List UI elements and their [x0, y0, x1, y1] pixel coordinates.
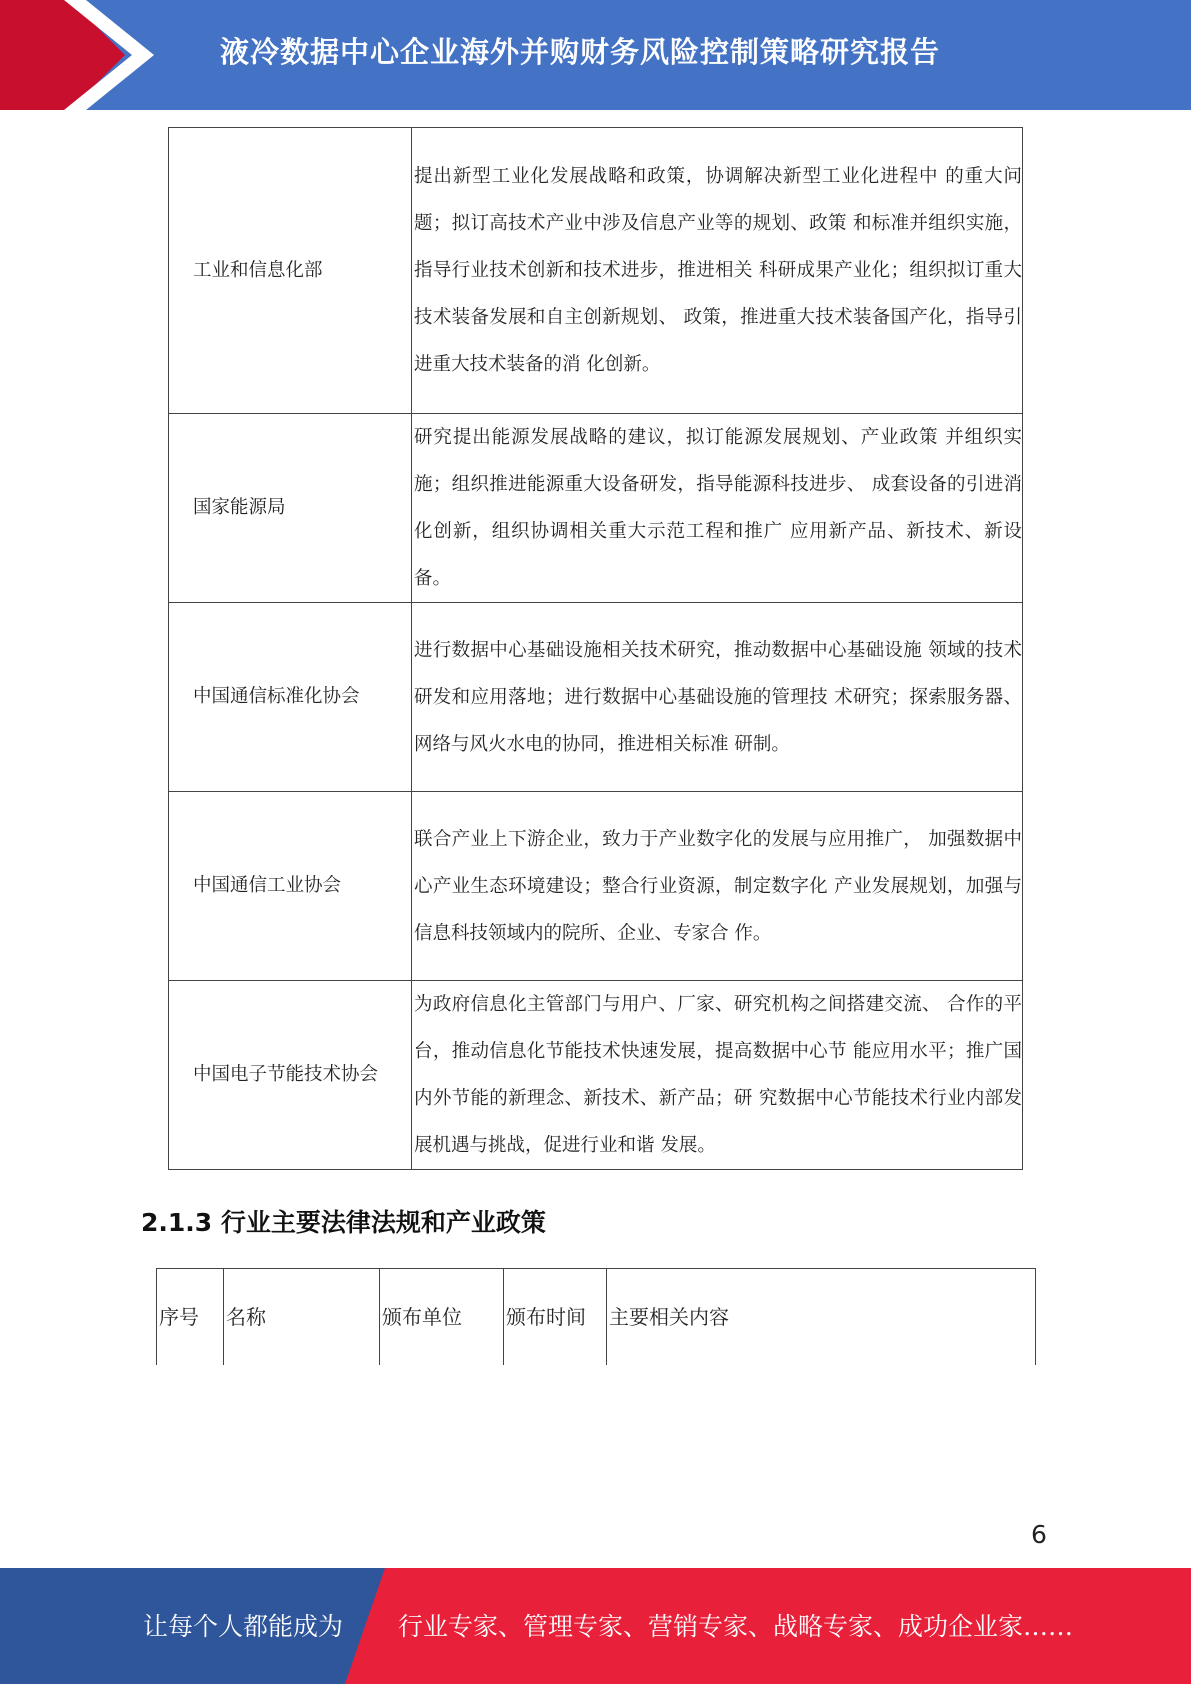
- policy-table-header: [156, 1268, 1036, 1365]
- report-title: 液冷数据中心企业海外并购财务风险控制策略研究报告: [220, 35, 941, 69]
- column-header-issuer: 颁布单位: [380, 1269, 504, 1365]
- table-row: [169, 128, 1023, 414]
- page-header: [0, 0, 1191, 110]
- org-name: 中国通信工业协会: [169, 792, 412, 981]
- org-desc: 研究提出能源发展战略的建议，拟订能源发展规划、产业政策 并组织实施；组织推进能源重大设备研发，指导能源科技进步、 成套设备的引进消化创新，组织协调相关重大示范工程和推广 应用新产品、新技术、新设备。: [412, 414, 1023, 603]
- column-header-name: 名称: [224, 1269, 380, 1365]
- org-desc: 提出新型工业化发展战略和政策，协调解决新型工业化进程中 的重大问题；拟订高技术产业中涉及信息产业等的规划、政策 和标准并组织实施，指导行业技术创新和技术进步，推进相关 科研成果产业化；组织拟订重大技术装备发展和自主创新规划、 政策，推进重大技术装备国产化，指导引进重大技术装备的消 化创新。: [412, 128, 1023, 414]
- column-header-index: 序号: [157, 1269, 224, 1365]
- header-red-chevron: [0, 0, 150, 110]
- org-name: 中国通信标准化协会: [169, 603, 412, 792]
- org-desc: 为政府信息化主管部门与用户、厂家、研究机构之间搭建交流、 合作的平台，推动信息化节能技术快速发展，提高数据中心节 能应用水平；推广国内外节能的新理念、新技术、新产品；研 究数据中心节能技术行业内部发展机遇与挑战，促进行业和谐 发展。: [412, 981, 1023, 1170]
- org-desc: 进行数据中心基础设施相关技术研究，推动数据中心基础设施 领域的技术研发和应用落地；进行数据中心基础设施的管理技 术研究；探索服务器、网络与风火水电的协同，推进相关标准 研制。: [412, 603, 1023, 792]
- org-name: 国家能源局: [169, 414, 412, 603]
- page-number: 6: [1031, 1520, 1047, 1549]
- table-row: [169, 603, 1023, 792]
- table-row: [169, 414, 1023, 603]
- org-name: 工业和信息化部: [169, 128, 412, 414]
- org-desc: 联合产业上下游企业，致力于产业数字化的发展与应用推广， 加强数据中心产业生态环境建设；整合行业资源，制定数字化 产业发展规划，加强与信息科技领域内的院所、企业、专家合 作。: [412, 792, 1023, 981]
- footer-slogan-left: 让每个人都能成为: [143, 1612, 344, 1641]
- table-row: [169, 792, 1023, 981]
- table-row: [169, 981, 1023, 1170]
- page-footer: [0, 1568, 1191, 1684]
- org-table: [168, 127, 1023, 1170]
- org-name: 中国电子节能技术协会: [169, 981, 412, 1170]
- column-header-content: 主要相关内容: [609, 1305, 729, 1329]
- section-heading: 2.1.3 行业主要法律法规和产业政策: [141, 1208, 546, 1237]
- column-header-date: 颁布时间: [504, 1269, 607, 1365]
- footer-slogan-right: 行业专家、管理专家、营销专家、战略专家、成功企业家……: [398, 1612, 1074, 1641]
